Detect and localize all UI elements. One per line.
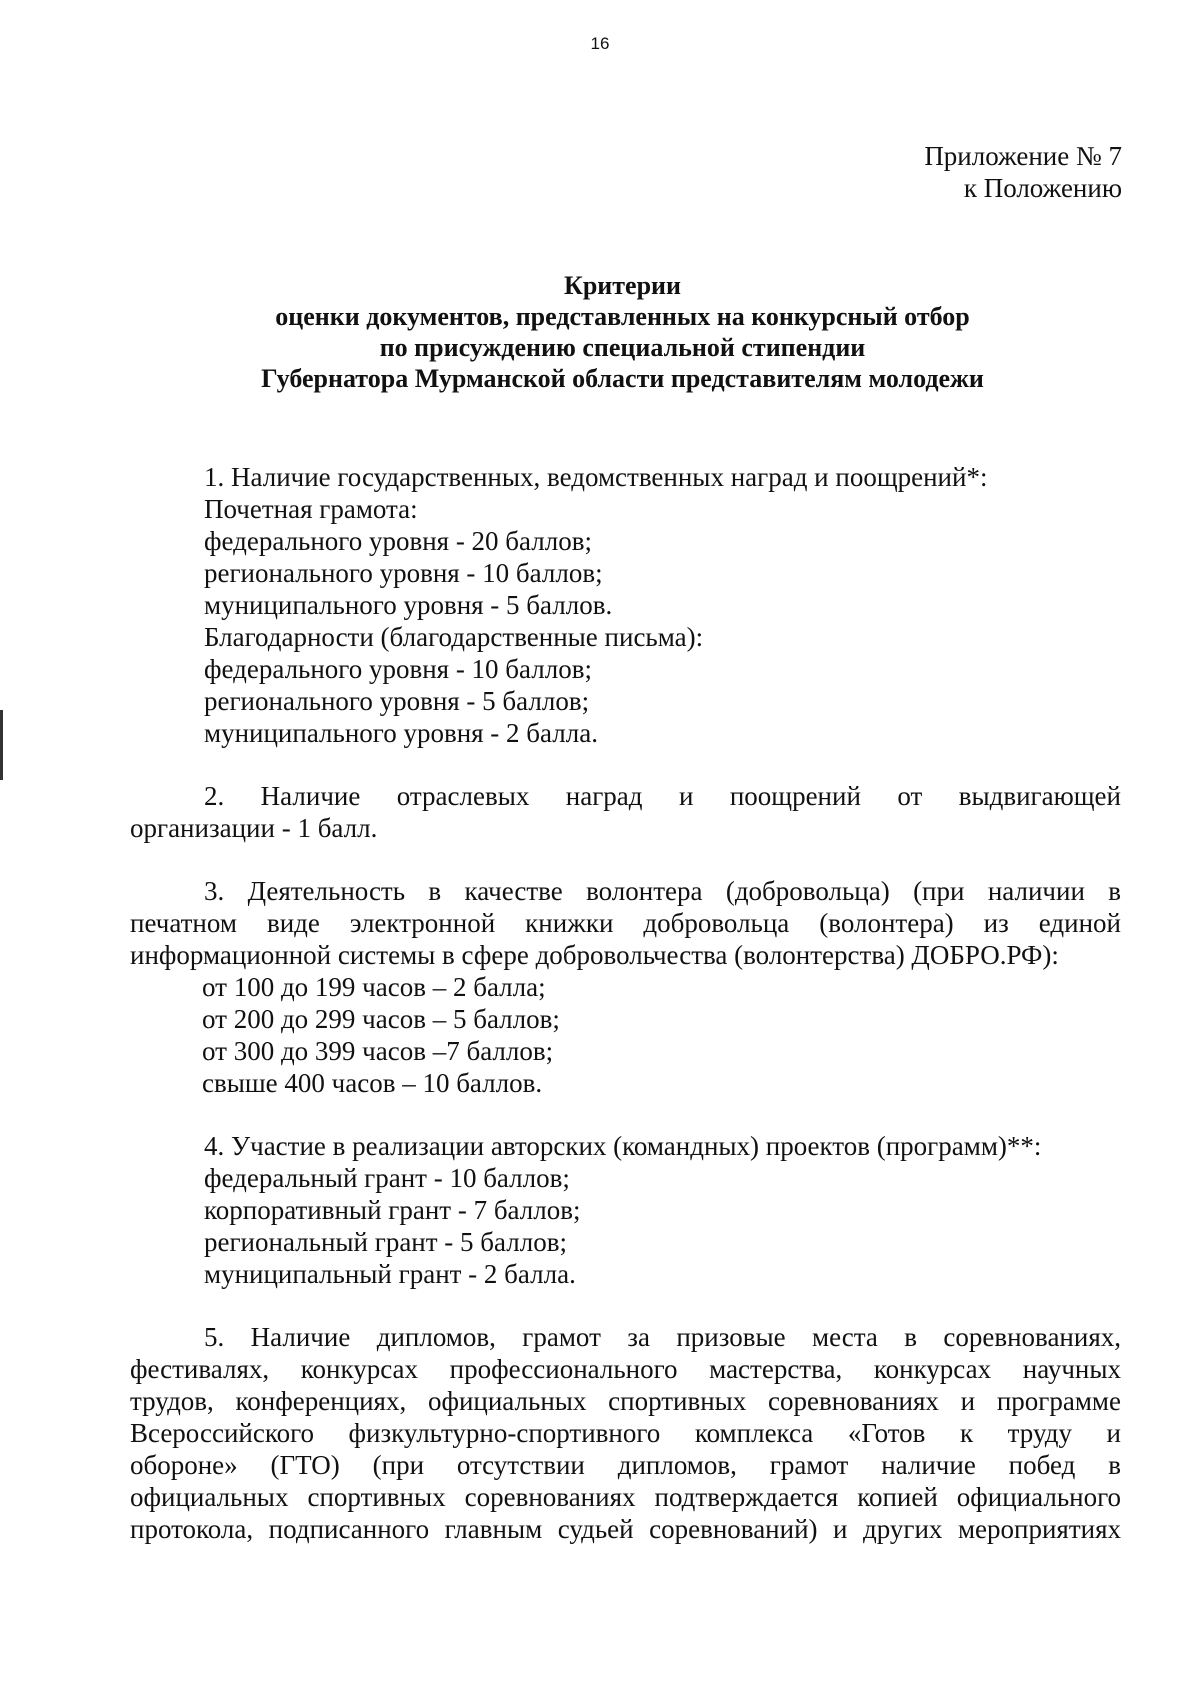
appendix-number: Приложение № 7 bbox=[924, 141, 1122, 171]
list-item: муниципального уровня - 5 баллов. bbox=[204, 590, 613, 620]
document-body bbox=[130, 461, 1121, 1545]
title-line-1: Критерии bbox=[563, 271, 682, 300]
section-5-line: обороне» (ГТО) (при отсутствии дипломов, грамот наличие побед в bbox=[130, 1450, 1121, 1480]
page-number: 16 bbox=[590, 34, 610, 53]
scan-margin-mark bbox=[0, 710, 3, 780]
list-item: корпоративный грант - 7 баллов; bbox=[204, 1195, 581, 1225]
section-2-line-1: 2. Наличие отраслевых наград и поощрений от выдвигающей bbox=[204, 781, 1121, 811]
title-line-2: оценки документов, представленных на конкурсный отбор bbox=[275, 302, 970, 331]
section-5-line: официальных спортивных соревнованиях подтверждается копией официального bbox=[130, 1482, 1121, 1512]
section-5-line: протокола, подписанного главным судьей соревнований) и других мероприятиях bbox=[130, 1514, 1121, 1544]
list-item: региональный грант - 5 баллов; bbox=[204, 1227, 567, 1257]
appendix-target: к Положению bbox=[963, 173, 1122, 203]
section-5-line: Всероссийского физкультурно-спортивного комплекса «Готов к труду и bbox=[130, 1418, 1121, 1448]
section-3-line-1: 3. Деятельность в качестве волонтера (добровольца) (при наличии в bbox=[204, 876, 1121, 906]
list-item: регионального уровня - 5 баллов; bbox=[204, 686, 590, 716]
list-item: федерального уровня - 10 баллов; bbox=[204, 654, 592, 684]
section-1-heading: 1. Наличие государственных, ведомственных наград и поощрений*: bbox=[204, 462, 988, 492]
title-line-4: Губернатора Мурманской области представителям молодежи bbox=[261, 364, 984, 393]
title-line-3: по присуждению специальной стипендии bbox=[379, 333, 866, 362]
section-5-line: трудов, конференциях, официальных спортивных соревнованиях и программе bbox=[130, 1386, 1121, 1416]
document-title bbox=[130, 270, 1115, 394]
section-1-subheading-certificate: Почетная грамота: bbox=[204, 494, 418, 524]
list-item: от 100 до 199 часов – 2 балла; bbox=[202, 972, 546, 1002]
list-item: федеральный грант - 10 баллов; bbox=[204, 1163, 570, 1193]
list-item: регионального уровня - 10 баллов; bbox=[204, 558, 603, 588]
section-5-line: фестивалях, конкурсах профессионального мастерства, конкурсах научных bbox=[130, 1354, 1121, 1384]
section-3-line-3: информационной системы в сфере добровольчества (волонтерства) ДОБРО.РФ): bbox=[130, 940, 1059, 970]
list-item: муниципальный грант - 2 балла. bbox=[204, 1259, 576, 1289]
section-1-subheading-gratitude: Благодарности (благодарственные письма): bbox=[204, 622, 704, 652]
list-item: свыше 400 часов – 10 баллов. bbox=[202, 1068, 543, 1098]
appendix-reference bbox=[924, 140, 1122, 204]
section-1 bbox=[130, 461, 1121, 749]
section-4-heading: 4. Участие в реализации авторских (командных) проектов (программ)**: bbox=[204, 1131, 1042, 1161]
section-2 bbox=[130, 780, 1121, 844]
section-3 bbox=[130, 875, 1121, 1099]
section-5 bbox=[130, 1321, 1121, 1545]
section-3-line-2: печатном виде электронной книжки добровольца (волонтера) из единой bbox=[130, 908, 1121, 938]
section-5-line: 5. Наличие дипломов, грамот за призовые места в соревнованиях, bbox=[204, 1322, 1121, 1352]
list-item: муниципального уровня - 2 балла. bbox=[204, 718, 598, 748]
section-4 bbox=[130, 1130, 1121, 1290]
list-item: федерального уровня - 20 баллов; bbox=[204, 526, 592, 556]
list-item: от 300 до 399 часов –7 баллов; bbox=[202, 1036, 554, 1066]
section-2-line-2: организации - 1 балл. bbox=[130, 813, 378, 843]
list-item: от 200 до 299 часов – 5 баллов; bbox=[202, 1004, 560, 1034]
